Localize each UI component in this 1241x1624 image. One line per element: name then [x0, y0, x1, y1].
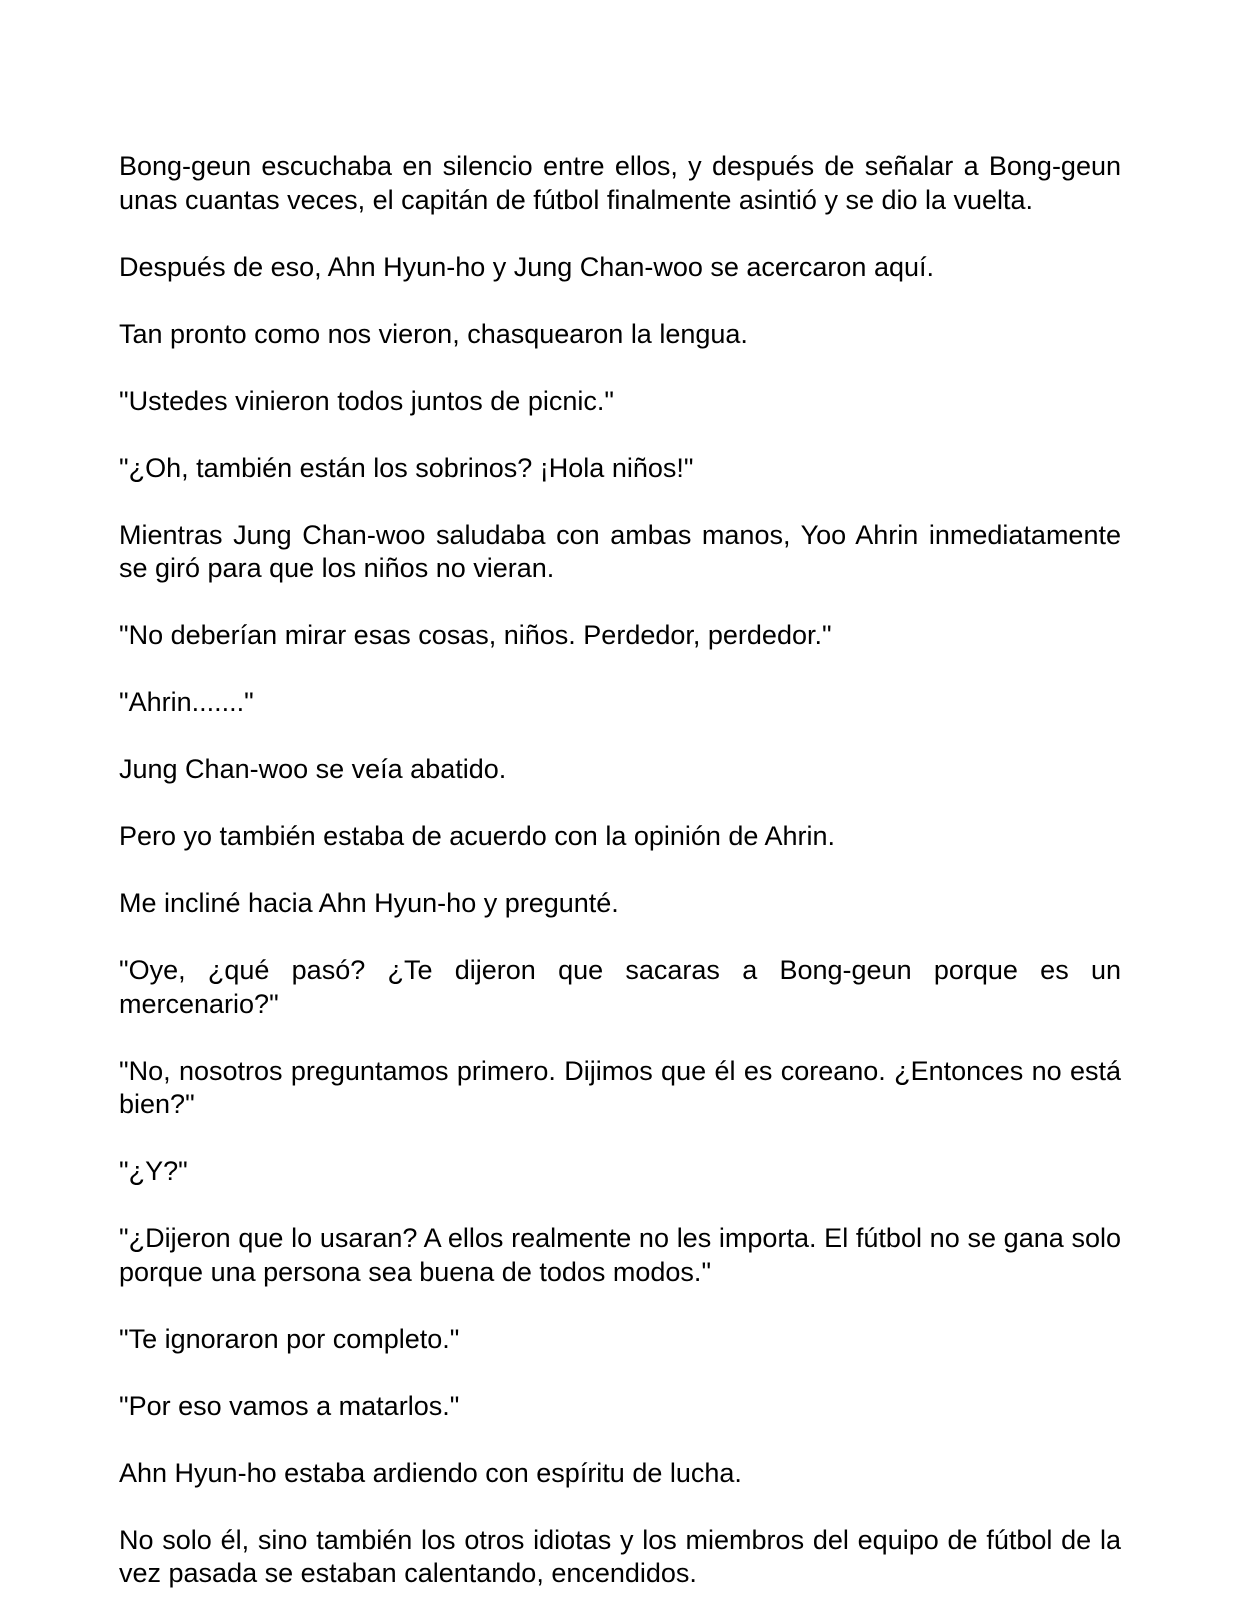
paragraph: "¿Y?" [119, 1156, 188, 1186]
paragraph: "No deberían mirar esas cosas, niños. Perdedor, perdedor." [119, 620, 832, 650]
paragraph: "Por eso vamos a matarlos." [119, 1390, 460, 1421]
paragraph: Jung Chan-woo se veía abatido. [119, 754, 507, 784]
paragraph: Me incliné hacia Ahn Hyun-ho y pregunté. [119, 888, 619, 918]
paragraph: "Oye, ¿qué pasó? ¿Te dijeron que sacaras a Bong-geun porque es un mercenario?" [119, 955, 1121, 1019]
paragraph: Tan pronto como nos vieron, chasquearon la lengua. [119, 318, 748, 349]
paragraph: "Ahrin......." [119, 687, 254, 717]
paragraph: Ahn Hyun-ho estaba ardiendo con espíritu de lucha. [119, 1457, 742, 1488]
paragraph: Después de eso, Ahn Hyun-ho y Jung Chan-woo se acercaron aquí. [119, 251, 934, 282]
paragraph: "Ustedes vinieron todos juntos de picnic." [119, 385, 614, 416]
paragraph: "Te ignoraron por completo." [119, 1323, 460, 1354]
document-body [119, 150, 1121, 1624]
paragraph: "¿Dijeron que lo usaran? A ellos realmente no les importa. El fútbol no se gana solo porque una persona sea buena de todos modos." [119, 1223, 1121, 1287]
paragraph: "¿Oh, también están los sobrinos? ¡Hola niños!" [119, 452, 694, 483]
paragraph: Mientras Jung Chan-woo saludaba con ambas manos, Yoo Ahrin inmediatamente se giró para que los niños no vieran. [119, 519, 1121, 583]
paragraph: "No, nosotros preguntamos primero. Dijimos que él es coreano. ¿Entonces no está bien?" [119, 1055, 1121, 1119]
paragraph: Pero yo también estaba de acuerdo con la opinión de Ahrin. [119, 821, 835, 851]
paragraph: No solo él, sino también los otros idiotas y los miembros del equipo de fútbol de la vez pasada se estaban calentando, encendidos. [119, 1524, 1121, 1588]
paragraph: Bong-geun escuchaba en silencio entre ellos, y después de señalar a Bong-geun unas cuantas veces, el capitán de fútbol finalmente asintió y se dio la vuelta. [119, 151, 1121, 215]
